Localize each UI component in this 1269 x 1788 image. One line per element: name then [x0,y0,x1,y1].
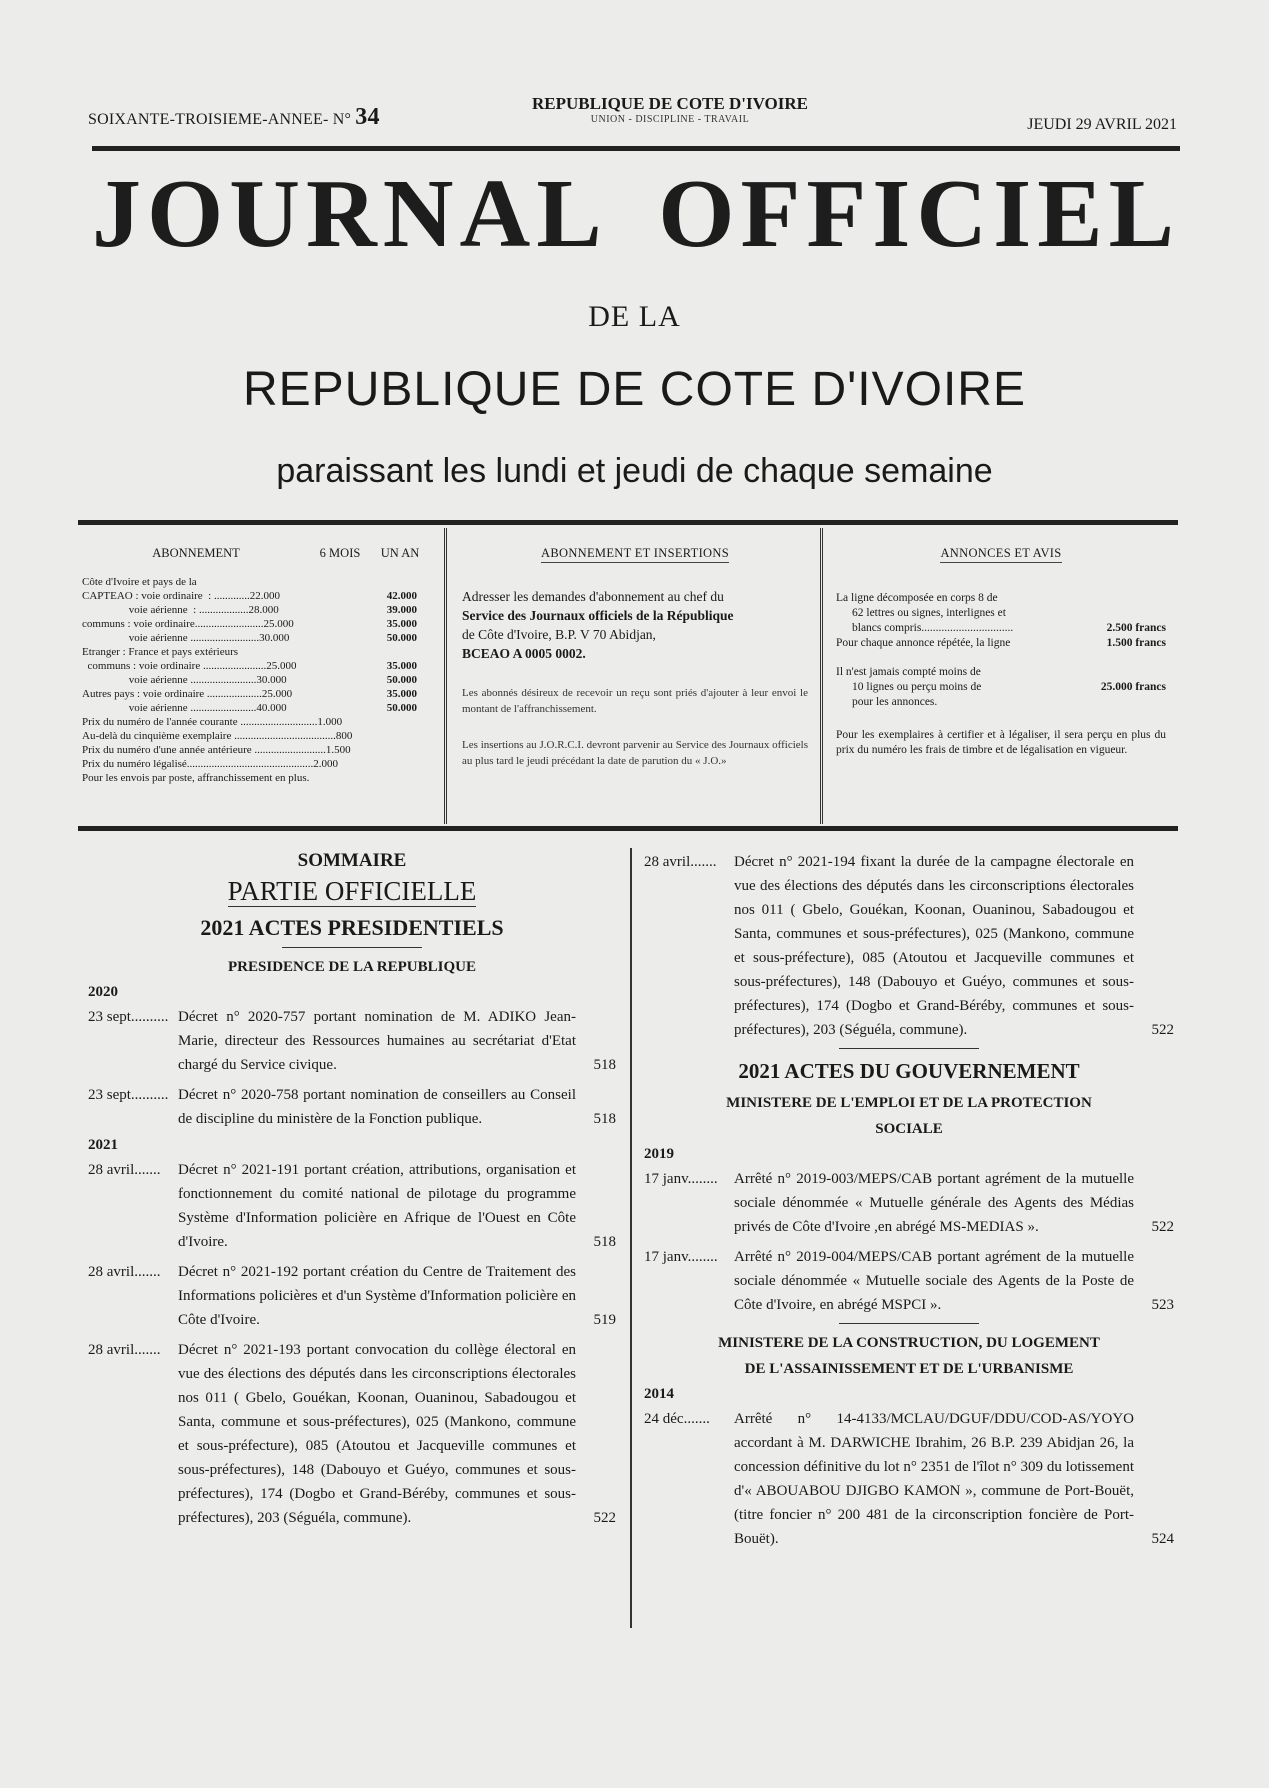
annonces-tarifs [826,591,1176,758]
entry-date: 23 sept.......... [88,1009,169,1025]
masthead-title [92,158,1180,270]
abonnement-row-value [357,729,417,743]
abonnement-row-label: voie aérienne ........................40.000 [82,702,287,714]
abonnement-row [82,701,444,715]
actes-presidentiels-title: 2021 ACTES PRESIDENTIELS [200,915,504,940]
entry-page: 523 [1151,1297,1174,1313]
year-2019: 2019 [644,1146,674,1162]
abonnement-row [82,589,444,603]
ministere-emploi-heading: MINISTERE DE L'EMPLOI ET DE LA PROTECTION SOCIALE [726,1095,1092,1137]
insertions-line-3: de Côte d'Ivoire, B.P. V 70 Abidjan, [462,627,656,642]
entries-2020 [88,1005,616,1131]
actes-gouvernement-title: 2021 ACTES DU GOUVERNEMENT [738,1059,1080,1083]
abonnement-header [82,546,444,561]
entry-date: 28 avril....... [88,1264,161,1280]
entry-page: 522 [593,1510,616,1526]
abonnement-list [82,575,444,785]
abonnement-row-value: 39.000 [386,604,417,616]
abonnement-row-label: communs : voie ordinaire .......................25.000 [82,660,297,672]
section-rule [839,1048,979,1049]
entry-date: 17 janv........ [644,1171,718,1187]
abonnement-row-value: 42.000 [386,590,417,602]
issue-line [88,104,380,131]
annonces-line-1: La ligne décomposée en corps 8 de [836,592,998,604]
annonces-row-4: Pour chaque annonce répétée, la ligne 1.500 francs [836,637,1166,649]
republic-name: REPUBLIQUE DE COTE D'IVOIRE [532,94,808,113]
insertions-address [450,587,820,663]
year-2014: 2014 [644,1386,674,1402]
abonnement-row-label: voie aérienne : ..................28.000 [82,604,279,616]
abonnement-row [82,673,444,687]
year-2020: 2020 [88,984,118,1000]
sommaire-entry [644,1167,1174,1239]
masthead-de-la: DE LA [588,300,681,333]
masthead-word-journal: JOURNAL [92,160,608,268]
masthead-republique: REPUBLIQUE DE COTE D'IVOIRE [243,363,1026,416]
top-rule [92,146,1180,151]
entry-text: Décret n° 2021-192 portant création du Centre de Traitement des Informations policières et d'un Système d'Information policière en Côte d'Ivoire. [178,1264,576,1328]
insertions-deadline: Les insertions au J.O.R.C.I. devront parvenir au Service des Journaux officiels au plus tard le jeudi précédant la date de parution du « J.O.» [462,739,808,767]
annonces-box [826,528,1176,824]
annonces-line-5: Il n'est jamais compté moins de [836,666,981,678]
sommaire-entry [88,1083,616,1131]
abonnement-row-label: CAPTEAO : voie ordinaire : .............22.000 [82,590,280,602]
masthead-word-officiel: OFFICIEL [658,160,1180,268]
price-ligne: 2.500 francs [1106,622,1166,634]
abonnement-row-label: Etranger : France et pays extérieurs [82,646,239,658]
entry-date: 24 déc....... [644,1411,710,1427]
annonces-title: ANNONCES ET AVIS [826,546,1176,561]
insertions-title: ABONNEMENT ET INSERTIONS [450,546,820,561]
info-rule-top [78,520,1178,525]
abonnement-row-value [357,743,417,757]
section-rule [282,947,422,948]
abonnement-row [82,645,444,659]
abonnement-row-label: Prix du numéro d'une année antérieure ..........................1.500 [82,744,351,756]
entry-page: 518 [593,1057,616,1073]
abonnement-row [82,715,444,729]
ministere-construction-heading: MINISTERE DE LA CONSTRUCTION, DU LOGEMENT DE L'ASSAINISSEMENT ET DE L'URBANISME [718,1335,1100,1377]
abonnement-title: ABONNEMENT [152,546,240,560]
abonnement-row-value: 35.000 [386,660,417,672]
abonnement-row-value [357,757,417,771]
entry-text: Décret n° 2020-758 portant nomination de conseillers au Conseil de discipline du ministère de la Fonction publique. [178,1087,576,1127]
abonnement-row [82,771,444,785]
info-rule-bottom [78,826,1178,831]
sommaire-entry [644,1407,1174,1551]
entry-text: Décret n° 2021-191 portant création, attributions, organisation et fonctionnement du comité national de pilotage du programme Système d'Information policière en Afrique de l'Ouest en Côte d'Ivoire. [178,1162,576,1250]
price-repetee: 1.500 francs [1106,637,1166,649]
partie-officielle-title: PARTIE OFFICIELLE [227,876,477,906]
entry-date: 17 janv........ [644,1249,718,1265]
entry-text: Décret n° 2020-757 portant nomination de M. ADIKO Jean-Marie, directeur des Ressources humaines au secrétariat d'Etat chargé du Service civique. [178,1009,576,1073]
annonces-line-7: pour les annonces. [852,696,938,708]
insertions-line-1: Adresser les demandes d'abonnement au chef du [462,589,724,604]
sommaire-entry [644,850,1174,1042]
abonnement-row-value [357,771,417,785]
abonnement-col-6mois: 6 MOIS [319,546,361,560]
insertions-line-4: BCEAO A 0005 0002. [462,646,586,661]
abonnement-row-value: 35.000 [386,618,417,630]
sommaire-right-column [644,850,1174,1557]
abonnement-row-label: voie aérienne ........................30.000 [82,674,287,686]
entries-2021 [88,1158,616,1530]
annonces-line-2: 62 lettres ou signes, interlignes et [852,607,1006,619]
abonnement-row-value [357,575,417,589]
abonnement-row-value [357,715,417,729]
sommaire-entry [88,1260,616,1332]
entries-2021-continued [644,850,1174,1042]
insertions-box [450,528,823,824]
abonnement-row-value: 50.000 [386,632,417,644]
abonnement-row [82,743,444,757]
entry-page: 519 [593,1312,616,1328]
price-minimum: 25.000 francs [1100,681,1166,693]
sommaire-entry [88,1158,616,1254]
entry-text: Arrêté n° 2019-003/MEPS/CAB portant agrément de la mutuelle sociale dénommée « Mutuelle générale des Agents des Médias privés de Côte d'Ivoire ,en abrégé MS-MEDIAS ». [734,1171,1134,1235]
column-divider [630,848,632,1628]
abonnement-row-label: Prix du numéro légalisé..............................................2.000 [82,758,339,770]
abonnement-row-label: Pour les envois par poste, affranchissement en plus. [82,772,310,784]
entries-2019 [644,1167,1174,1317]
entry-date: 28 avril....... [88,1162,161,1178]
abonnement-box [82,528,447,824]
sommaire-entry [88,1338,616,1530]
abonnement-row-label: Côte d'Ivoire et pays de la [82,576,197,588]
abonnement-col-1an: UN AN [380,546,420,560]
masthead-paraissant: paraissant les lundi et jeudi de chaque semaine [276,452,993,490]
entry-date: 28 avril....... [644,854,717,870]
abonnement-row [82,757,444,771]
abonnement-row [82,603,444,617]
sommaire-entry [88,1005,616,1077]
entries-2014 [644,1407,1174,1551]
year-2021: 2021 [88,1137,118,1153]
annonces-row-6: 10 lignes ou perçu moins de 25.000 francs [852,681,1166,693]
entry-page: 524 [1151,1531,1174,1547]
annonces-row-3: blancs compris................................ 2.500 francs [852,622,1166,634]
motto: UNION - DISCIPLINE - TRAVAIL [590,114,750,125]
insertions-recu: Les abonnés désireux de recevoir un reçu sont priés d'ajouter à leur envoi le montant de l'affranchissement. [462,687,808,715]
abonnement-row [82,659,444,673]
abonnement-row-value: 50.000 [386,674,417,686]
issue-date: JEUDI 29 AVRIL 2021 [1027,116,1177,133]
entry-page: 518 [593,1111,616,1127]
entry-text: Arrêté n° 2019-004/MEPS/CAB portant agrément de la mutuelle sociale dénommée « Mutuelle sociale des Agents de la Poste de Côte d'Ivoire, en abrégé MSPCI ». [734,1249,1134,1313]
abonnement-row-label: communs : voie ordinaire.........................25.000 [82,618,294,630]
abonnement-row-value: 35.000 [386,688,417,700]
sommaire-title: SOMMAIRE [297,850,407,871]
abonnement-row-label: Prix du numéro de l'année courante ............................1.000 [82,716,343,728]
entry-page: 518 [593,1234,616,1250]
entry-date: 23 sept.......... [88,1087,169,1103]
entry-date: 28 avril....... [88,1342,161,1358]
abonnement-row-label: Au-delà du cinquième exemplaire .....................................800 [82,730,353,742]
entry-page: 522 [1151,1022,1174,1038]
abonnement-row [82,729,444,743]
issue-prefix: SOIXANTE-TROISIEME-ANNEE- N° [88,111,352,128]
entry-page: 522 [1151,1219,1174,1235]
presidence-heading: PRESIDENCE DE LA REPUBLIQUE [228,959,476,975]
abonnement-row-value [357,645,417,659]
entry-text: Arrêté n° 14-4133/MCLAU/DGUF/DDU/COD-AS/YOYO accordant à M. DARWICHE Ibrahim, 26 B.P. 239 Abidjan 26, la concession définitive du lot n° 2351 de l'îlot n° 309 du lotissement d'« ABOUABOU DJIGBO KAMON », commune de Port-Bouët, (titre foncier n° 200 481 de la circonscription foncière de Port-Bouët). [734,1411,1134,1547]
entry-text: Décret n° 2021-194 fixant la durée de la campagne électorale en vue des élections des députés dans les circonscriptions électorales nos 011 ( Gbelo, Gouékan, Koonan, Ouaninou, Sabadougou et Santa, communes et sous-préfectures), 025 (Mankono, commune et sous-préfecture), 085 (Atoutou et Jacqueville communes et sous-préfectures), 148 (Dabouyo et Guéyo, communes et sous-préfectures), 174 (Dogbo et Grand-Béréby, communes et sous-préfectures), 203 (Séguéla, commune). [734,854,1134,1038]
abonnement-row [82,575,444,589]
sommaire-left-column [88,850,616,1536]
abonnement-row-label: Autres pays : voie ordinaire ....................25.000 [82,688,293,700]
entry-text: Décret n° 2021-193 portant convocation du collège électoral en vue des élections des députés dans les circonscriptions électorales nos 011 ( Gbelo, Gouékan, Koonan, Ouaninou, Sabadougou et Santa, commune et sous-préfectures), 025 (Mankono, commune et sous-préfecture), 085 (Atoutou et Jacqueville communes et sous-préfectures), 148 (Dabouyo et Guéyo, communes et sous-préfectures), 174 (Dogbo et Grand-Béréby, communes et sous-préfectures), 203 (Séguéla, commune). [178,1342,576,1526]
abonnement-row-label: voie aérienne .........................30.000 [82,632,290,644]
abonnement-row-value: 50.000 [386,702,417,714]
abonnement-row [82,631,444,645]
abonnement-row [82,687,444,701]
republic-block [460,94,880,125]
insertions-line-2: Service des Journaux officiels de la République [462,608,734,623]
section-rule [839,1323,979,1324]
annonces-legalisation: Pour les exemplaires à certifier et à légaliser, il sera perçu en plus du prix du numéro les frais de timbre et de légalisation en vigueur. [836,729,1166,756]
sommaire-entry [644,1245,1174,1317]
abonnement-row [82,617,444,631]
issue-number: 34 [355,104,380,130]
